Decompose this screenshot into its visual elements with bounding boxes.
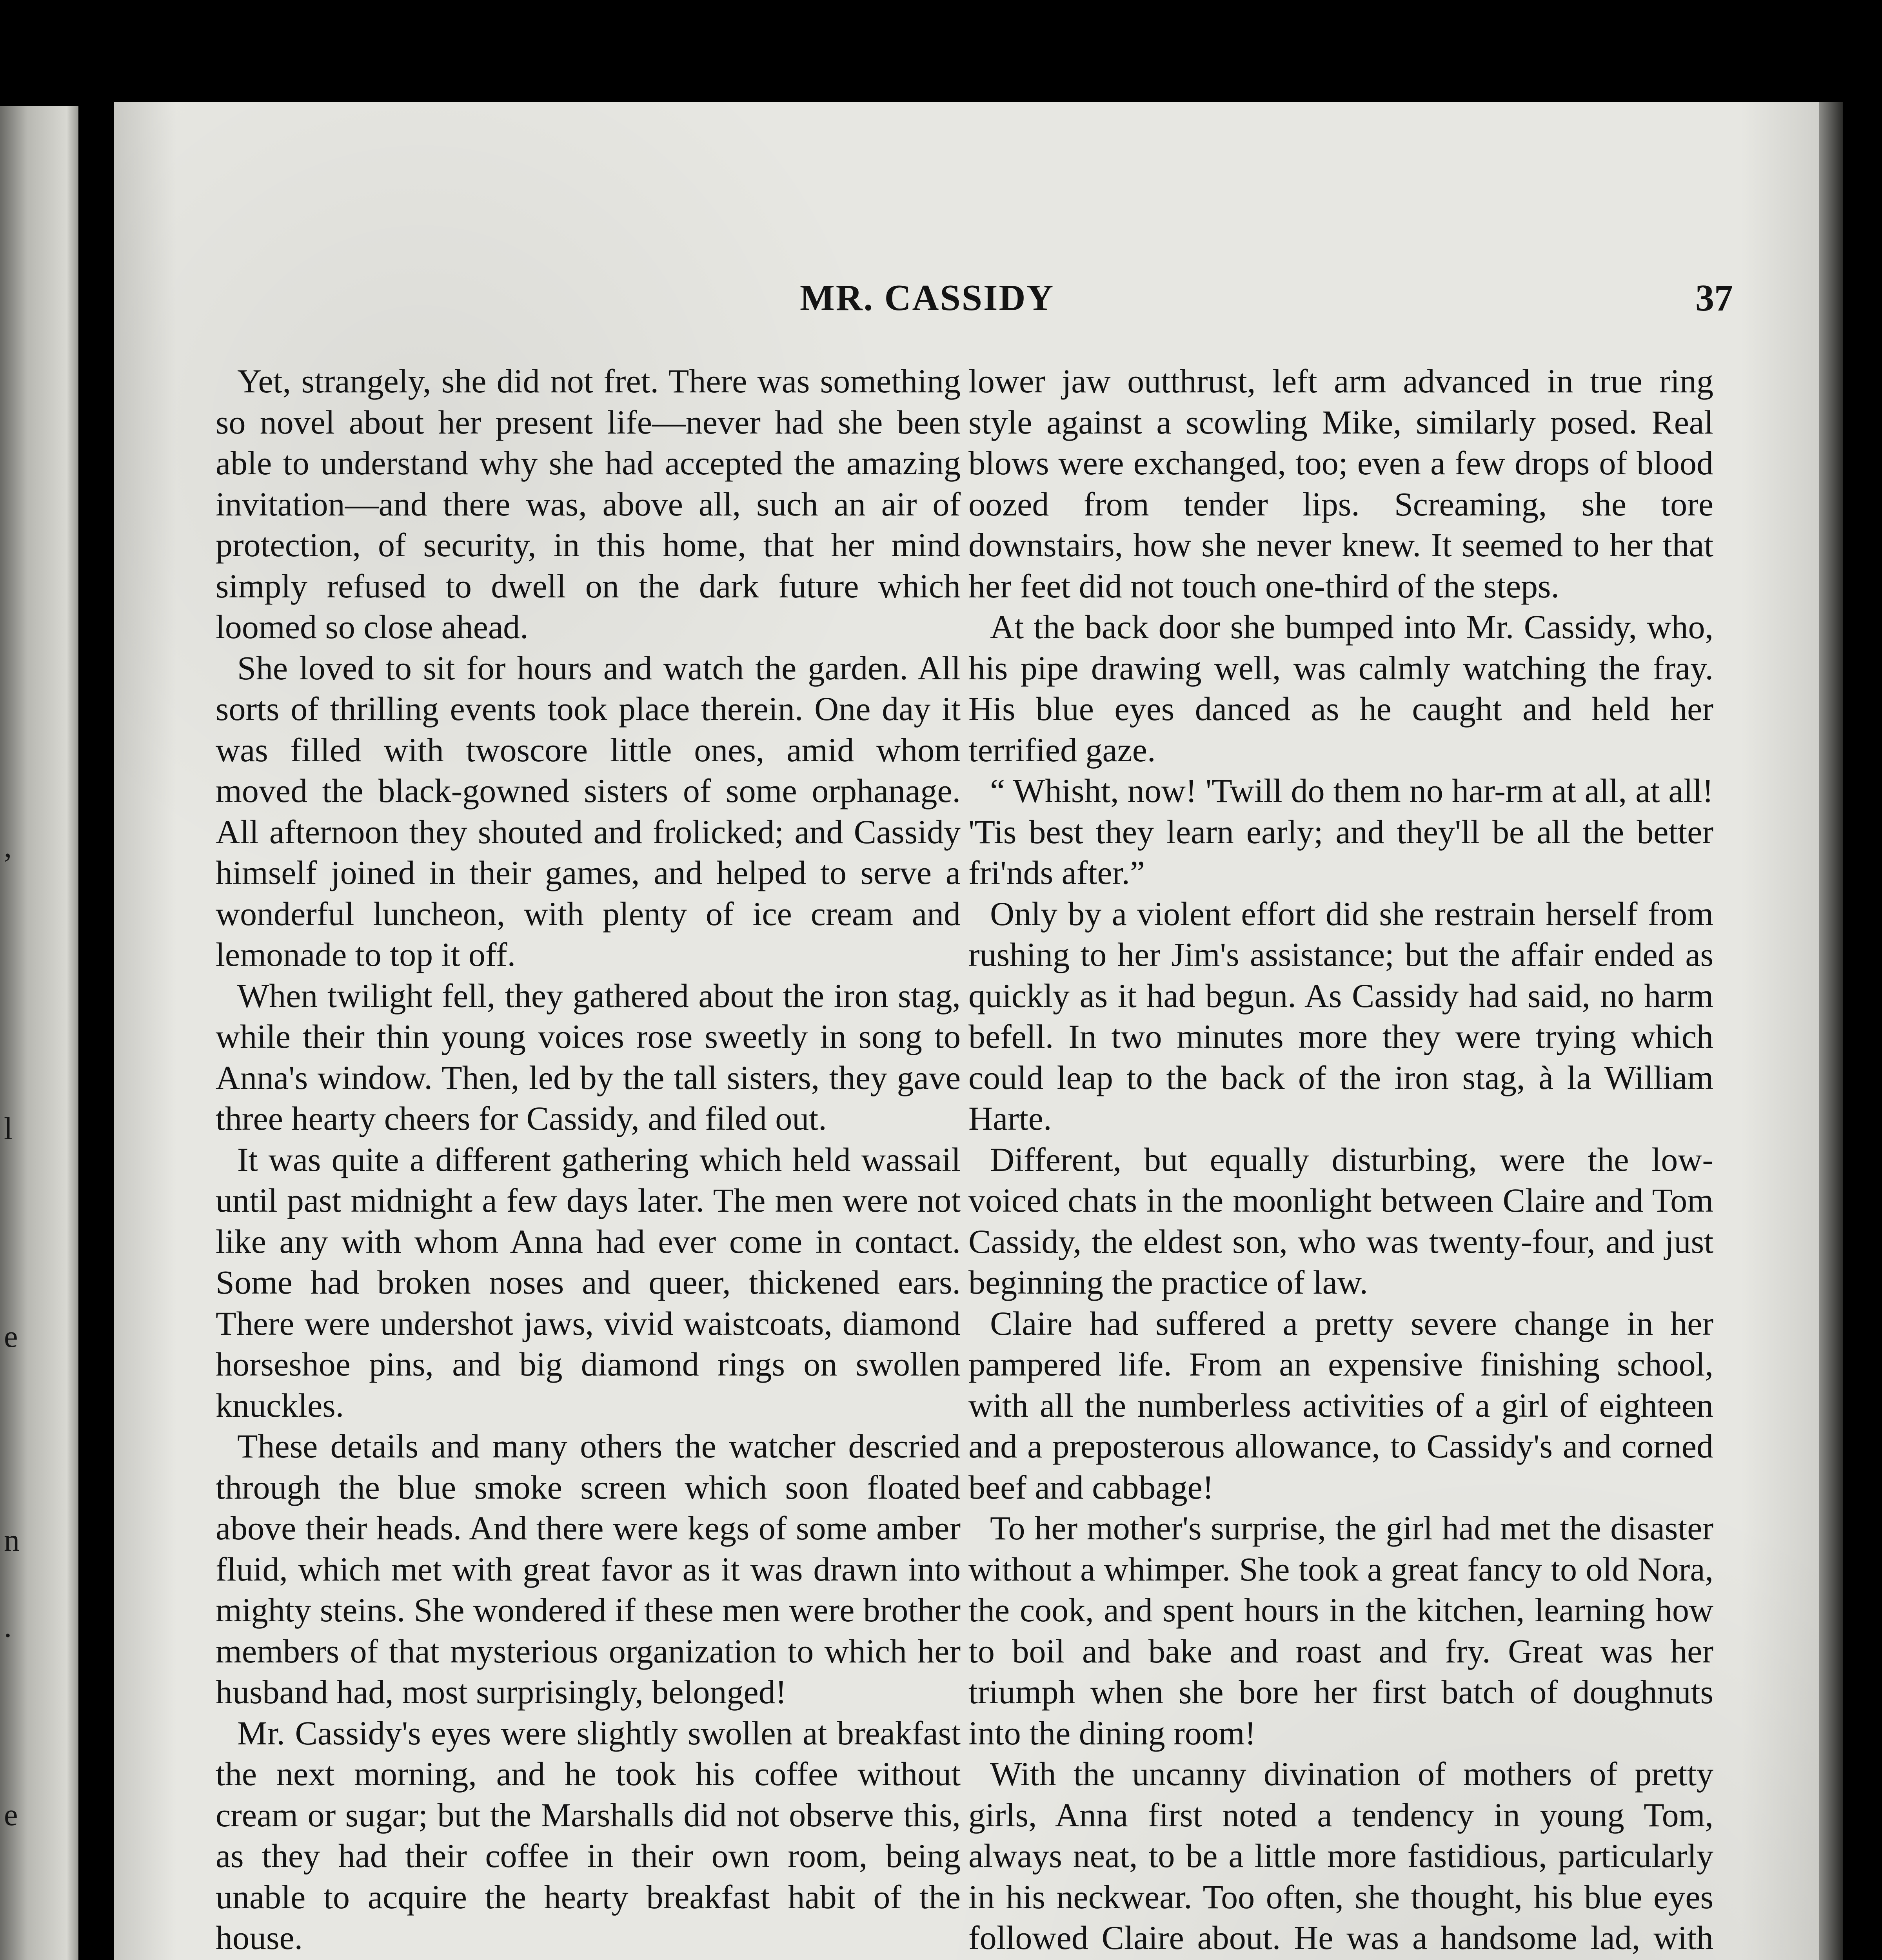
paragraph: At the back door she bumped into Mr. Cassidy, who, his pipe drawing well, was calmly watching the fray. His blue eyes danced as he caught and held her terrified gaze.: [968, 608, 1713, 769]
paragraph: Only by a violent effort did she restrain herself from rushing to her Jim's assistance; but the affair ended as quickly as it had begun. As Cassidy had said, no harm befell. In two minutes more they were trying which could leap to the back of the iron stag, à la William Harte.: [968, 895, 1713, 1137]
paragraph: Claire had suffered a pretty severe change in her pampered life. From an expensive finishing school, with all the numberless activities of a girl of eighteen and a preposterous allowance, to Cassidy's and corned beef and cabbage!: [968, 1304, 1713, 1506]
text-column-right: [968, 361, 1713, 1960]
paragraph: Different, but equally disturbing, were the low-voiced chats in the moonlight between Claire and Tom Cassidy, the eldest son, who was twenty-four, and just beginning the practice of law.: [968, 1140, 1713, 1301]
book-page: [114, 102, 1823, 1960]
paragraph: With the uncanny divination of mothers of pretty girls, Anna first noted a tendency in young Tom, always neat, to be a little more fastidious, particularly in his neckwear. Too often, she thought, his blue eyes followed Claire about. He was a handsome lad, with: [968, 1755, 1713, 1956]
paragraph-continuation: lower jaw outthrust, left arm advanced in true ring style against a scowling Mike, similarly posed. Real blows were exchanged, too; even a few drops of blood oozed from tender lips. Screaming, she tore downstairs, how she never knew. It seemed to her that her feet did not touch one-third of the steps.: [968, 362, 1713, 605]
adjacent-page-edge: [0, 106, 78, 1960]
paragraph: To her mother's surprise, the girl had met the disaster without a whimper. She took a great fancy to old Nora, the cook, and spent hours in the kitchen, learning how to boil and bake and roast and fry. Great was her triumph when she bore her first batch of doughnuts into the dining room!: [968, 1509, 1713, 1752]
paragraph: These details and many others the watcher descried through the blue smoke screen which soon floated above their heads. And there were kegs of some amber fluid, which met with great favor as it was drawn into mighty steins. She wondered if these men were brother members of that mysterious organization to which her husband had, most surprisingly, belonged!: [216, 1427, 961, 1711]
fragment-text: n: [4, 1523, 20, 1558]
fragment-text: .: [4, 1610, 12, 1644]
paragraph: She loved to sit for hours and watch the garden. All sorts of thrilling events took place therein. One day it was filled with twoscore little ones, amid whom moved the black-gowned sisters of some orphanage. All afternoon they shouted and frolicked; and Cassidy himself joined in their games, and helped to serve a wonderful luncheon, with plenty of ice cream and lemonade to top it off.: [216, 649, 961, 973]
paragraph: [216, 1958, 961, 1960]
paragraph: Mr. Cassidy's eyes were slightly swollen at breakfast the next morning, and he took his coffee without cream or sugar; but the Marshalls did not observe this, as they had their coffee in their own room, being unable to acquire the hearty breakfast habit of the house.: [216, 1714, 961, 1956]
paragraph: “ Whisht, now! 'Twill do them no har-rm at all, at all! 'Tis best they learn early; and they'll be all the better fri'nds after.”: [968, 772, 1713, 891]
page-number: 37: [1695, 277, 1733, 319]
paragraph: When twilight fell, they gathered about the iron stag, while their thin young voices rose sweetly in song to Anna's window. Then, led by the tall sisters, they gave three hearty cheers for Cassidy, and filed out.: [216, 976, 961, 1137]
text-column-left: [216, 361, 961, 1960]
paragraph: It was quite a different gathering which held wassail until past midnight a few days later. The men were not like any with whom Anna had ever come in contact. Some had broken noses and queer, thickened ears. There were undershot jaws, vivid waistcoats, diamond horseshoe pins, and big diamond rings on swollen knuckles.: [216, 1140, 961, 1424]
page-edge-shadow: [1819, 102, 1843, 1960]
paragraph: Yet, strangely, she did not fret. There was something so novel about her present life—never had she been able to understand why she had accepted the amazing invitation—and there was, above all, such an air of protection, of security, in this home, that her mind simply refused to dwell on the dark future which loomed so close ahead.: [216, 362, 961, 646]
fragment-text: l: [4, 1112, 13, 1146]
running-head: MR. CASSIDY: [800, 278, 1055, 318]
page-header: [114, 274, 1823, 325]
adjacent-page-fragments: [0, 106, 78, 1960]
fragment-text: e: [4, 1798, 18, 1832]
fragment-text: ,: [4, 829, 12, 864]
fragment-text: e: [4, 1319, 18, 1354]
